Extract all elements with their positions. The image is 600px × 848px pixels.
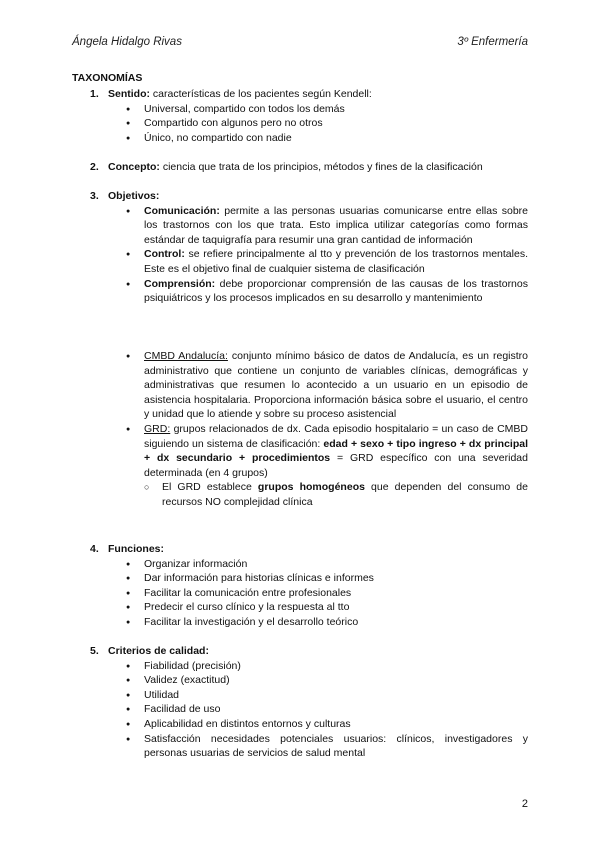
list-item: ● Validez (exactitud) <box>126 673 528 688</box>
list-item: ● Único, no compartido con nadie <box>126 131 528 146</box>
criterios-list <box>126 659 528 761</box>
section-number: 5. <box>90 645 99 657</box>
page-title: TAXONOMÍAS <box>72 72 143 84</box>
section-number: 3. <box>90 190 99 202</box>
page-number: 2 <box>521 798 528 810</box>
item-label: Comprensión: <box>144 277 216 290</box>
section-number: 4. <box>90 543 99 555</box>
item-text: = GRD específico con una severidad determinada (en 4 grupos) <box>144 452 528 479</box>
list-item-comprension <box>126 277 528 306</box>
item-label: GRD: <box>144 422 171 435</box>
list-item-comunicacion <box>126 204 528 248</box>
item-label: Control: <box>144 248 185 261</box>
section-number: 1. <box>90 88 99 100</box>
item-label: CMBD Andalucía: <box>144 350 228 362</box>
item-text: se refiere principalmente al tto y prevención de los trastornos mentales. Este es el objetivo final de cualquier sistema de clasificación <box>144 248 528 275</box>
list-item: ● Fiabilidad (precisión) <box>126 659 528 674</box>
item-text: conjunto mínimo básico de datos de Andalucía, es un registro administrativo que contiene un conjunto de variables clínicas, demográficas y administrativas que resumen lo acontecido a un usuario en un episodio de asistencia hospitalaria. Proporciona información básica sobre el usuario, el centro y unidad que lo atiende y sobre su proceso asistencial <box>144 350 529 421</box>
sub-item-grd <box>144 480 528 509</box>
item-text: que dependen del consumo de recursos NO complejidad clínica <box>162 481 528 508</box>
section-label: Concepto: <box>108 161 160 173</box>
list-item-cmbd <box>126 349 528 422</box>
list-item: ● Satisfacción necesidades potenciales usuarios: clínicos, investigadores y personas usuarias de servicios de salud mental <box>126 732 528 761</box>
list-item: ● Compartido con algunos pero no otros <box>126 116 528 131</box>
list-item: ● Utilidad <box>126 688 528 703</box>
section-label: Criterios de calidad: <box>108 645 209 657</box>
section-text: ciencia que trata de los principios, métodos y fines de la clasificación <box>159 161 483 173</box>
list-item: ● Predecir el curso clínico y la respuesta al tto <box>126 600 528 615</box>
section-number: 2. <box>90 161 99 173</box>
section-heading <box>108 87 528 102</box>
item-bold: grupos homogéneos <box>257 481 365 494</box>
section-label: Sentido: <box>108 88 150 100</box>
list-item: ● Dar información para historias clínicas e informes <box>126 571 528 586</box>
item-text: El GRD establece <box>162 481 258 494</box>
item-text: permite a las personas usuarias comunicarse entre ellas sobre los trastornos con los que trata. Esto implica utilizar categorías como formas estándar de taquigrafía para resumir una gran cantidad de información <box>144 204 528 246</box>
list-item: ● Universal, compartido con todos los demás <box>126 102 528 117</box>
section-heading <box>108 160 528 175</box>
item-label: Comunicación: <box>144 204 220 217</box>
section-label: Objetivos: <box>108 190 160 202</box>
sentido-list <box>126 102 528 146</box>
section-label: Funciones: <box>108 543 165 555</box>
item-text: debe proporcionar comprensión de las causas de los trastornos psiquiátricos y los procesos implicados en su desarrollo y mantenimiento <box>144 277 528 305</box>
item-text: grupos relacionados de dx. Cada episodio hospitalario = un caso de CMBD siguiendo un sistema de clasificación: <box>144 422 528 450</box>
objetivos-list-b <box>126 349 528 510</box>
list-item: ● Facilitar la comunicación entre profesionales <box>126 586 528 601</box>
list-item: ● Facilidad de uso <box>126 702 528 717</box>
list-item-grd <box>126 422 528 480</box>
funciones-list <box>126 557 528 630</box>
list-item-control <box>126 247 528 276</box>
header-course: 3º Enfermería <box>457 36 528 48</box>
list-item: ● Facilitar la investigación y el desarrollo teórico <box>126 615 528 630</box>
item-bold: edad + sexo + tipo ingreso + dx principal + dx secundario + procedimientos <box>144 437 528 465</box>
header-author: Ángela Hidalgo Rivas <box>72 36 182 48</box>
list-item: ● Organizar información <box>126 557 528 572</box>
list-item: ● Aplicabilidad en distintos entornos y culturas <box>126 717 528 732</box>
objetivos-list-a <box>126 204 528 306</box>
section-text: características de los pacientes según Kendell: <box>150 88 372 100</box>
